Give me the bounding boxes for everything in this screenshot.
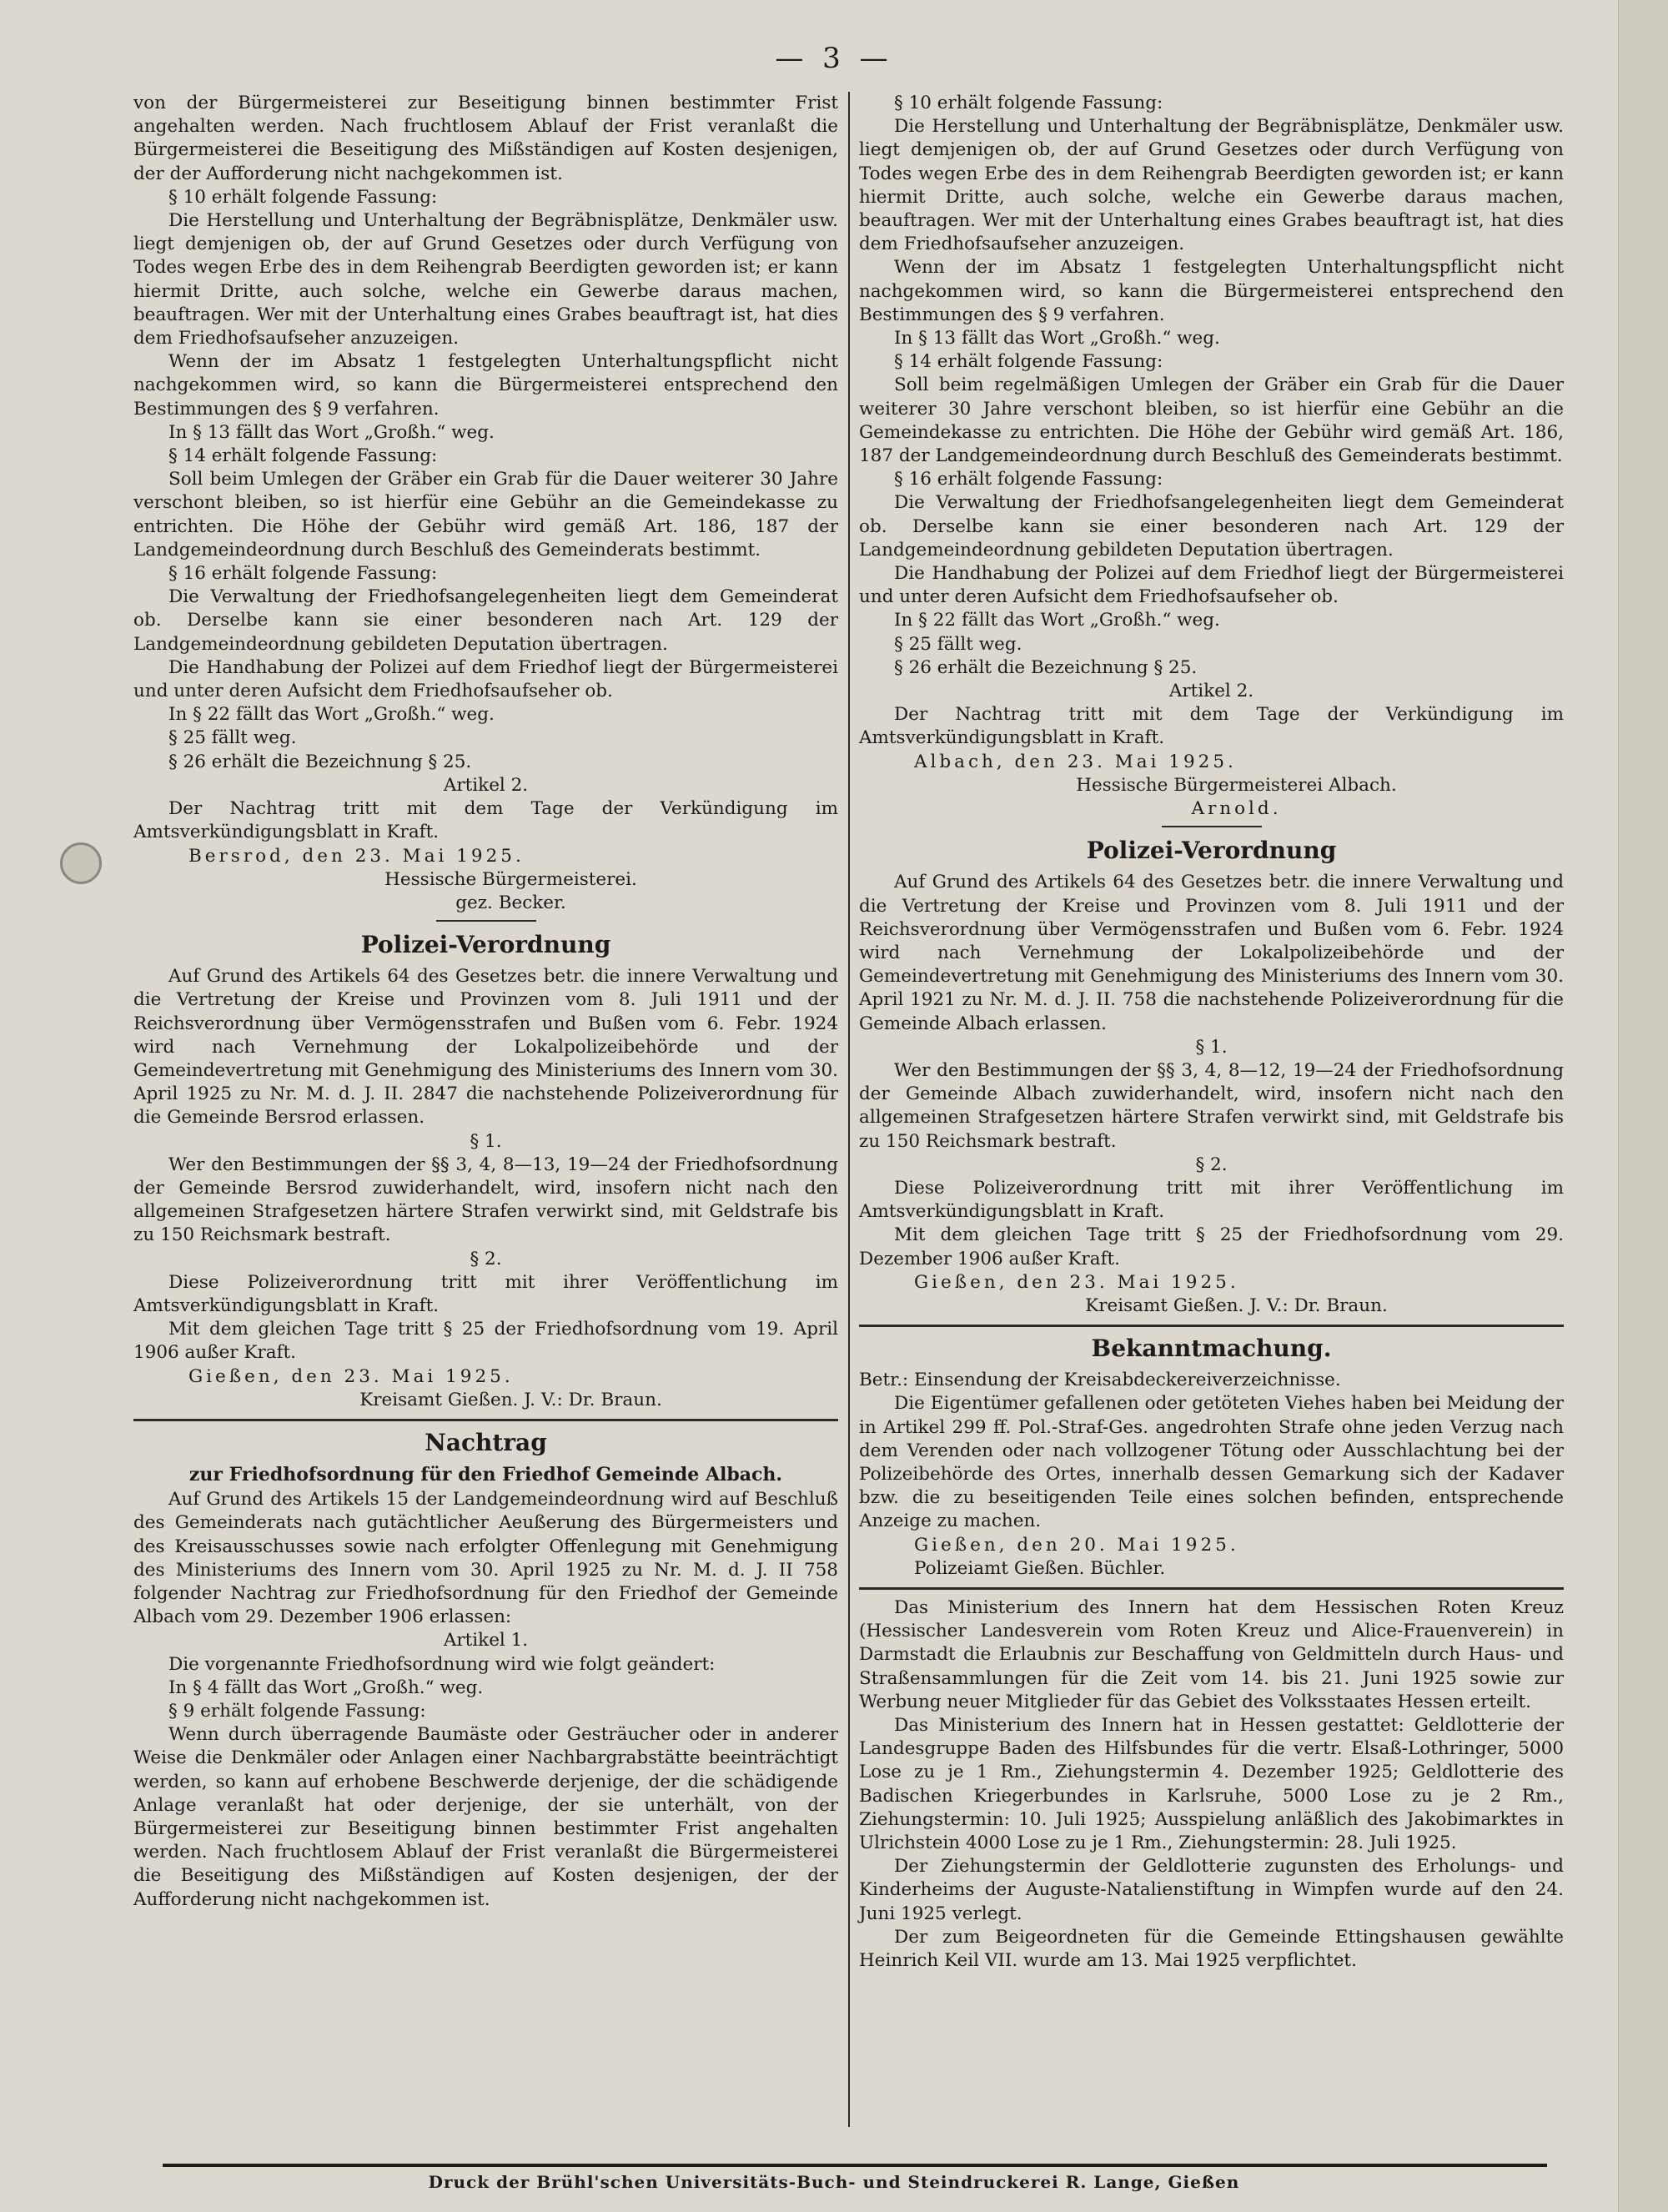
paragraph: Mit dem gleichen Tage tritt § 25 der Friedhofsordnung vom 29. Dezember 1906 außer Kraft. (859, 1224, 1564, 1269)
paragraph: Wenn der im Absatz 1 festgelegten Unterhaltungspflicht nicht nachgekommen wird, so kann die Bürgermeisterei entsprechend den Bestimmungen des § 9 verfahren. (859, 257, 1564, 325)
signature-name: Arnold. (1191, 798, 1282, 820)
place-date: Gießen, den 23. Mai 1925. (188, 1365, 514, 1387)
paragraph: Der Nachtrag tritt mit dem Tage der Verkündigung im Amtsverkündigungsblatt in Kraft. (859, 704, 1564, 749)
paragraph: Die vorgenannte Friedhofsordnung wird wie folgt geändert: (168, 1653, 716, 1675)
section-heading: § 16 erhält folgende Fassung: (168, 563, 438, 585)
paragraph: Die Handhabung der Polizei auf dem Friedhof liegt der Bürgermeisterei und unter deren Aufsicht dem Friedhofsaufseher ob. (133, 656, 838, 702)
signature-authority: Hessische Bürgermeisterei Albach. (1076, 774, 1397, 796)
section-number: § 1. (1195, 1036, 1228, 1058)
place-date: Gießen, den 20. Mai 1925. (914, 1534, 1239, 1556)
paragraph: In § 13 fällt das Wort „Großh.“ weg. (168, 421, 495, 443)
column-divider (848, 92, 850, 2127)
place-date: Gießen, den 23. Mai 1925. (914, 1271, 1239, 1293)
punch-hole (60, 842, 102, 884)
paragraph: Auf Grund des Artikels 15 der Landgemeindeordnung wird auf Beschluß des Gemeinderats nach gutächtlicher Aeußerung des Bürgermeisters und des Kreisausschusses sowie nach erfolgter Offenlegung mit Genehmigung des Ministeriums des Innern vom 30. April 1925 zu Nr. M. d. J. II 758 folgender Nachtrag zur Friedhofsordnung für den Friedhof der Gemeinde Albach vom 29. Dezember 1906 erlassen: (133, 1489, 838, 1628)
paragraph: von der Bürgermeisterei zur Beseitigung binnen bestimmter Frist angehalten werden. Nach fruchtlosem Ablauf der Frist veranlaßt die Bürgermeisterei die Beseitigung des Mißständigen auf Kosten desjenigen, der der Aufforderung nicht nachgekommen ist. (133, 93, 838, 184)
paragraph: Das Ministerium des Innern hat dem Hessischen Roten Kreuz (Hessischer Landesverein vom Roten Kreuz und Alice-Frauenverein) in Darmstadt die Erlaubnis zur Beschaffung von Geldmitteln durch Haus- und Straßensammlungen für die Zeit vom 14. bis 21. Juni 1925 sowie zur Werbung neuer Mitglieder für das Gebiet des Volksstaates Hessen erteilt. (859, 1596, 1564, 1712)
paragraph: In § 22 fällt das Wort „Großh.“ weg. (894, 610, 1220, 631)
paragraph: Wer den Bestimmungen der §§ 3, 4, 8—13, 19—24 der Friedhofsordnung der Gemeinde Bersrod zuwiderhandelt, wird, insofern nicht nach den allgemeinen Strafgesetzen härtere Strafen verwirkt sind, mit Geldstrafe bis zu 150 Reichsmark bestraft. (133, 1154, 838, 1246)
section-number: § 1. (470, 1130, 502, 1152)
right-column (859, 92, 1564, 1973)
columns (133, 92, 1568, 2127)
paragraph: Die Herstellung und Unterhaltung der Begräbnisplätze, Denkmäler usw. liegt demjenigen ob, der auf Grund Gesetzes oder durch Verfügung von Todes wegen Erbe des in dem Reihengrab Beerdigten geworden ist; er kann hiermit Dritte, auch solche, welche ein Gewerbe daraus machen, beauftragen. Wer mit der Unterhaltung eines Grabes beauftragt ist, hat dies dem Friedhofsaufseher anzuzeigen. (859, 116, 1564, 255)
paragraph: Soll beim regelmäßigen Umlegen der Gräber ein Grab für die Dauer weiterer 30 Jahre verschont bleiben, so ist hierfür eine Gebühr an die Gemeindekasse zu entrichten. Die Höhe der Gebühr wird gemäß Art. 186, 187 der Landgemeindeordnung durch Beschluß des Gemeinderats bestimmt. (859, 375, 1564, 467)
paragraph: § 26 erhält die Bezeichnung § 25. (894, 656, 1198, 678)
section-heading: § 16 erhält folgende Fassung: (894, 469, 1163, 490)
paragraph: Wer den Bestimmungen der §§ 3, 4, 8—12, 19—24 der Friedhofsordnung der Gemeinde Albach zuwiderhandelt, wird, insofern nicht nach den allgemeinen Strafgesetzen härtere Strafen verwirkt sind, mit Geldstrafe bis zu 150 Reichsmark bestraft. (859, 1059, 1564, 1152)
paragraph: Die Verwaltung der Friedhofsangelegenheiten liegt dem Gemeinderat ob. Derselbe kann sie einer besonderen nach Art. 129 der Landgemeindeordnung gebildeten Deputation übertragen. (133, 586, 838, 655)
section-divider (133, 1419, 838, 1421)
divider (436, 920, 536, 922)
signature: Polizeiamt Gießen. Büchler. (914, 1557, 1166, 1579)
place-date: Bersrod, den 23. Mai 1925. (188, 845, 525, 867)
paragraph: § 25 fällt weg. (894, 633, 1022, 655)
left-column (133, 92, 838, 1912)
notice-subtitle: zur Friedhofsordnung für den Friedhof Gemeinde Albach. (188, 1463, 783, 1486)
section-heading: § 10 erhält folgende Fassung: (168, 186, 438, 208)
paragraph: § 25 fällt weg. (168, 727, 297, 749)
paragraph: Der Ziehungstermin der Geldlotterie zugunsten des Erholungs- und Kinderheims der Auguste-Natalienstiftung in Wimpfen wurde auf den 24. Juni 1925 verlegt. (859, 1856, 1564, 1924)
paragraph: Wenn der im Absatz 1 festgelegten Unterhaltungspflicht nicht nachgekommen wird, so kann die Bürgermeisterei entsprechend den Bestimmungen des § 9 verfahren. (133, 351, 838, 420)
page-edge (1618, 0, 1668, 2212)
paragraph: Die Handhabung der Polizei auf dem Friedhof liegt der Bürgermeisterei und unter deren Aufsicht dem Friedhofsaufseher ob. (859, 563, 1564, 608)
paragraph: Mit dem gleichen Tage tritt § 25 der Friedhofsordnung vom 19. April 1906 außer Kraft. (133, 1319, 838, 1364)
place-date: Albach, den 23. Mai 1925. (914, 751, 1237, 772)
section-divider (859, 1325, 1564, 1327)
paragraph: Die Herstellung und Unterhaltung der Begräbnisplätze, Denkmäler usw. liegt demjenigen ob, der auf Grund Gesetzes oder durch Verfügung von Todes wegen Erbe des in dem Reihengrab Beerdigten geworden ist; er kann hiermit Dritte, auch solche, welche ein Gewerbe daraus machen, beauftragen. Wer mit der Unterhaltung eines Grabes beauftragt ist, hat dies dem Friedhofsaufseher anzuzeigen. (133, 210, 838, 349)
section-heading: § 14 erhält folgende Fassung: (894, 351, 1163, 373)
paragraph: In § 4 fällt das Wort „Großh.“ weg. (168, 1677, 484, 1698)
paragraph: § 26 erhält die Bezeichnung § 25. (168, 751, 472, 772)
subject-line: Betr.: Einsendung der Kreisabdeckereiverzeichnisse. (859, 1370, 1341, 1391)
notice-title: Nachtrag (425, 1428, 547, 1456)
paragraph: Diese Polizeiverordnung tritt mit ihrer Veröffentlichung im Amtsverkündigungsblatt in Kraft. (859, 1177, 1564, 1223)
paragraph: In § 22 fällt das Wort „Großh.“ weg. (168, 704, 495, 726)
signature: Kreisamt Gießen. J. V.: Dr. Braun. (1085, 1295, 1388, 1316)
article-heading: Artikel 2. (1168, 681, 1254, 702)
paragraph: Wenn durch überragende Baumäste oder Gesträucher oder in anderer Weise die Denkmäler oder Anlagen einer Nachbargrabstätte beeinträchtigt werden, so kann auf erhobene Beschwerde derjenige, der die schädigende Anlage veranlaßt hat oder derjenige, der sie unterhält, von der Bürgermeisterei zur Beseitigung binnen bestimmter Frist angehalten werden. Nach fruchtlosem Ablauf der Frist veranlaßt die Bürgermeisterei die Beseitigung des Mißständigen auf Kosten desjenigen, der der Aufforderung nicht nachgekommen ist. (133, 1724, 838, 1910)
notice-title: Bekanntmachung. (1091, 1335, 1332, 1363)
article-heading: Artikel 1. (443, 1630, 529, 1651)
page-number: — 3 — (775, 42, 893, 75)
divider (1162, 826, 1262, 827)
footer-rule (163, 2164, 1547, 2167)
notice-title: Polizei-Verordnung (1086, 837, 1337, 865)
section-heading: § 9 erhält folgende Fassung: (168, 1701, 426, 1722)
paragraph: Der zum Beigeordneten für die Gemeinde Ettingshausen gewählte Heinrich Keil VII. wurde am 13. Mai 1925 verpflichtet. (859, 1926, 1564, 1972)
signature-name: gez. Becker. (455, 892, 566, 913)
signature-authority: Hessische Bürgermeisterei. (384, 868, 637, 890)
notice-title: Polizei-Verordnung (360, 931, 611, 959)
printer-imprint: Druck der Brühl'schen Universitäts-Buch- und Steindruckerei R. Lange, Gießen (428, 2172, 1240, 2192)
section-number: § 2. (1195, 1154, 1228, 1175)
section-divider (859, 1587, 1564, 1590)
section-number: § 2. (470, 1248, 502, 1269)
signature: Kreisamt Gießen. J. V.: Dr. Braun. (359, 1389, 662, 1410)
paragraph: Die Eigentümer gefallenen oder getöteten Viehes haben bei Meidung der in Artikel 299 ff. Pol.-Straf-Ges. angedrohten Strafe ohne jeden Verzug nach dem Verenden oder nach vollzogener Tötung oder Ausschlachtung bei der Polizeibehörde des Ortes, innerhalb dessen Gemarkung sich der Kadaver bzw. die zu beseitigenden Teile eines solchen befinden, entsprechende Anzeige zu machen. (859, 1393, 1564, 1532)
paragraph: Auf Grund des Artikels 64 des Gesetzes betr. die innere Verwaltung und die Vertretung der Kreise und Provinzen vom 8. Juli 1911 und der Reichsverordnung über Vermögensstrafen und Bußen vom 6. Febr. 1924 wird nach Vernehmung der Lokalpolizeibehörde und der Gemeindevertretung mit Genehmigung des Ministeriums des Innern vom 30. April 1925 zu Nr. M. d. J. II. 2847 die nachstehende Polizeiverordnung für die Gemeinde Bersrod erlassen. (133, 966, 838, 1129)
paragraph: Das Ministerium des Innern hat in Hessen gestattet: Geldlotterie der Landesgruppe Baden des Hilfsbundes für die vertr. Elsaß-Lothringer, 5000 Lose zu je 1 Rm., Ziehungstermin 4. Dezember 1925; Geldlotterie des Badischen Kriegerbundes in Karlsruhe, 5000 Lose zu je 2 Rm., Ziehungstermin: 10. Juli 1925; Ausspielung anläßlich des Jakobimarktes in Ulrichstein 4000 Lose zu je 1 Rm., Ziehungstermin: 28. Juli 1925. (859, 1715, 1564, 1854)
section-heading: § 10 erhält folgende Fassung: (894, 93, 1163, 113)
paragraph: Auf Grund des Artikels 64 des Gesetzes betr. die innere Verwaltung und die Vertretung der Kreise und Provinzen vom 8. Juli 1911 und der Reichsverordnung über Vermögensstrafen und Bußen vom 6. Febr. 1924 wird nach Vernehmung der Lokalpolizeibehörde und der Gemeindevertretung mit Genehmigung des Ministeriums des Innern vom 30. April 1921 zu Nr. M. d. J. II. 758 die nachstehende Polizeiverordnung für die Gemeinde Albach erlassen. (859, 872, 1564, 1034)
section-heading: § 14 erhält folgende Fassung: (168, 445, 438, 467)
paragraph: Soll beim Umlegen der Gräber ein Grab für die Dauer weiterer 30 Jahre verschont bleiben, so ist hierfür eine Gebühr an die Gemeindekasse zu entrichten. Die Höhe der Gebühr wird gemäß Art. 186, 187 der Landgemeindeordnung durch Beschluß des Gemeinderats bestimmt. (133, 469, 838, 561)
article-heading: Artikel 2. (443, 774, 529, 796)
paragraph: In § 13 fällt das Wort „Großh.“ weg. (894, 328, 1220, 349)
paragraph: Diese Polizeiverordnung tritt mit ihrer Veröffentlichung im Amtsverkündigungsblatt in Kraft. (133, 1271, 838, 1316)
paragraph: Die Verwaltung der Friedhofsangelegenheiten liegt dem Gemeinderat ob. Derselbe kann sie einer besonderen nach Art. 129 der Landgemeindeordnung gebildeten Deputation übertragen. (859, 492, 1564, 561)
paragraph: Der Nachtrag tritt mit dem Tage der Verkündigung im Amtsverkündigungsblatt in Kraft. (133, 798, 838, 843)
